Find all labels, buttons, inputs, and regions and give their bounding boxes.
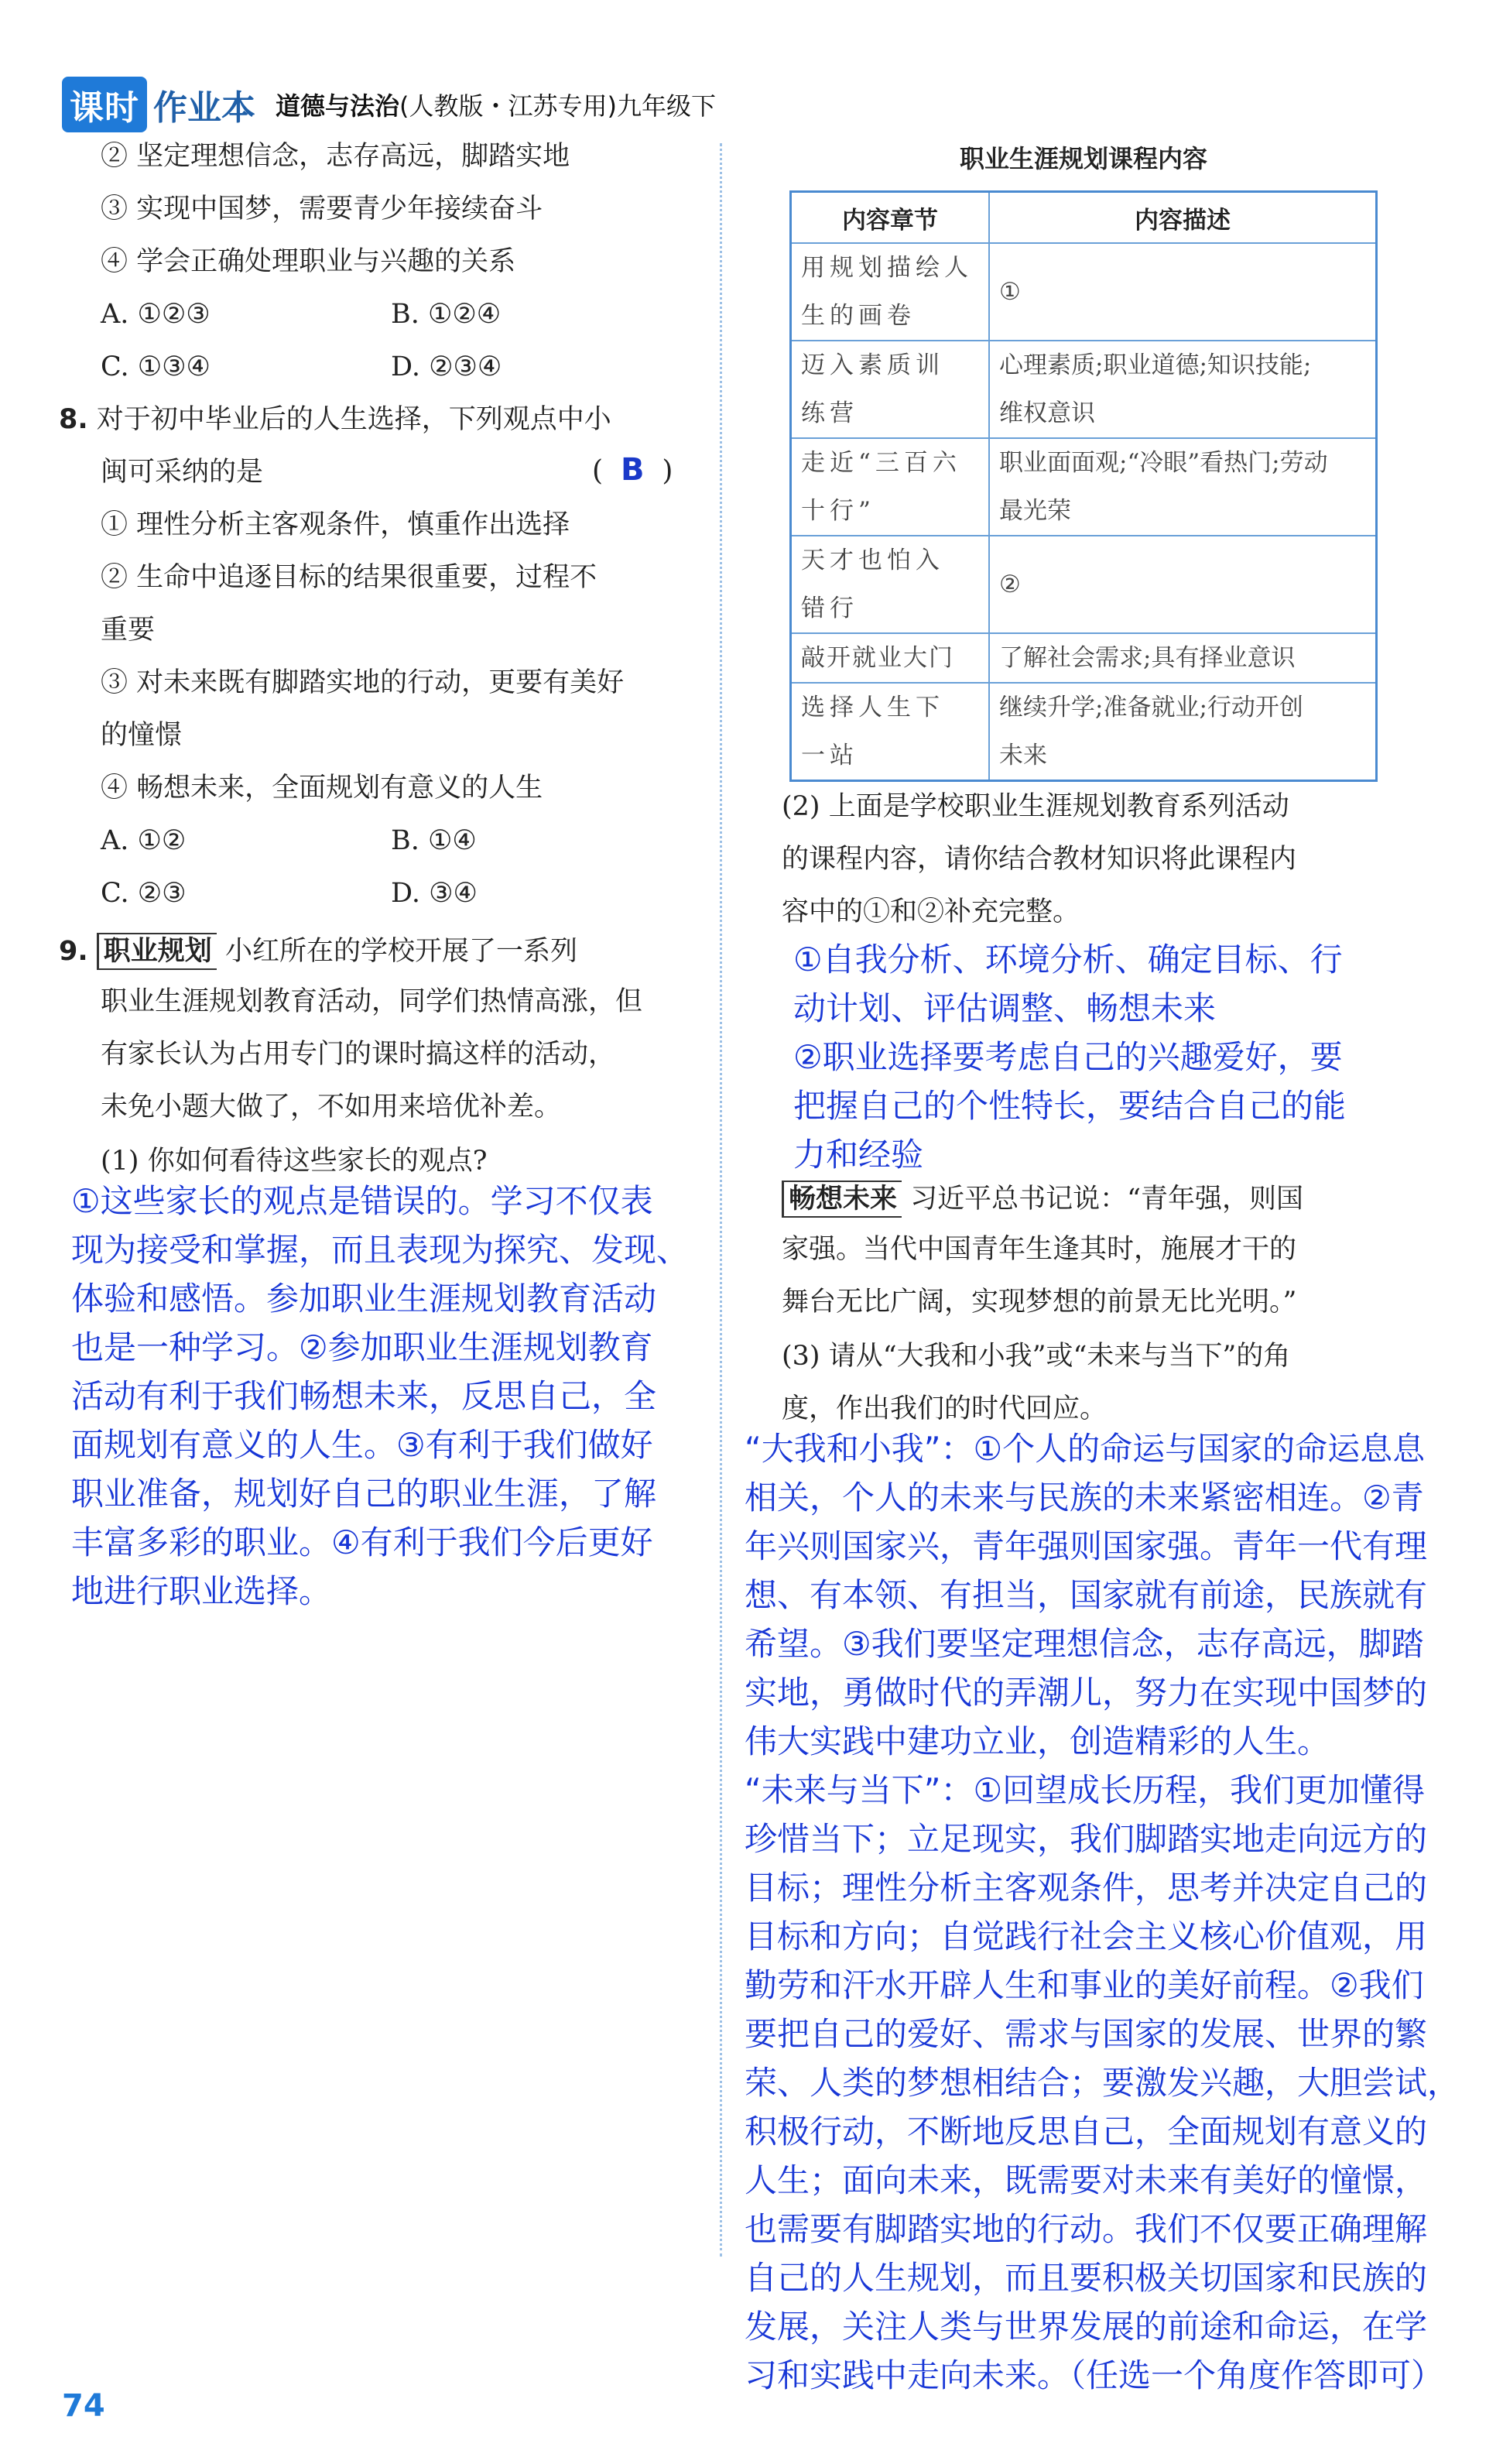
table-row: [791, 243, 1377, 341]
row-description: ①: [989, 243, 1377, 341]
book-info: [276, 87, 716, 122]
q8-item-4: ④ 畅想未来，全面规划有意义的人生: [101, 773, 543, 804]
row-chapter: 敲开就业大门: [791, 633, 990, 683]
column-divider: [720, 143, 722, 2257]
page-header: [62, 77, 716, 132]
q9-sub3-tag: 畅想未来: [782, 1181, 902, 1218]
q8-stem-line-1: [59, 403, 611, 437]
q8-item-1: ① 理性分析主客观条件，慎重作出选择: [101, 509, 570, 540]
row-chapter: 迈入素质训 练营: [791, 341, 990, 438]
q9-answer3-line-1: “大我和小我”：①个人的命运与国家的命运息息: [745, 1430, 1426, 1468]
q9-answer3-line-10: 目标；理性分析主客观条件，思考并决定自己的: [745, 1869, 1428, 1907]
q8-item-3: ③ 对未来既有脚踏实地的行动，更要有美好: [101, 667, 625, 698]
subject: 道德与法治: [276, 91, 400, 121]
row-chapter: 选择人生下 一站: [791, 683, 990, 781]
bracket-left: (: [592, 455, 604, 487]
q9-answer1-line-1: ①这些家长的观点是错误的。学习不仅表: [71, 1182, 653, 1220]
q9-sub3-stem-1: [782, 1181, 1303, 1218]
q9-sub2-line-2: 的课程内容，请你结合教材知识将此课程内: [782, 844, 1297, 875]
table-header-row: [791, 192, 1377, 244]
q9-sub1: (1) 你如何看待这些家长的观点?: [101, 1146, 488, 1177]
q9-answer3-line-7: 伟大实践中建功立业，创造精彩的人生。: [745, 1722, 1330, 1760]
row-description: 了解社会需求;具有择业意识: [989, 633, 1377, 683]
row-description: 心理素质;职业道德;知识技能; 维权意识: [989, 341, 1377, 438]
q9-stem-line-4: 未免小题大做了，不如用来培优补差。: [101, 1091, 562, 1122]
q9-answer3-line-4: 想、有本领、有担当，国家就有前途，民族就有: [745, 1576, 1428, 1614]
q9-answer2-line-2: 动计划、评估调整、畅想未来: [793, 989, 1217, 1027]
course-table: [789, 190, 1378, 782]
header-description: 内容描述: [989, 192, 1377, 244]
q9-answer3-line-3: 年兴则国家兴，青年强则国家强。青年一代有理: [745, 1527, 1428, 1565]
q9-answer2-line-4: 把握自己的个性特长，要结合自己的能: [793, 1087, 1347, 1125]
q8-option-d: D. ③④: [391, 878, 478, 909]
table-row: [791, 633, 1377, 683]
bracket-right: ): [662, 455, 673, 487]
q9-stem-text-1: 小红所在的学校开展了一系列: [224, 936, 577, 967]
q9-answer3-line-5: 希望。③我们要坚定理想信念，志存高远，脚踏: [745, 1625, 1424, 1663]
q9-answer1-line-9: 地进行职业选择。: [71, 1572, 332, 1610]
q9-answer3-line-17: 也需要有脚踏实地的行动。我们不仅要正确理解: [745, 2210, 1428, 2248]
q8-stem-line-2: 闽可采纳的是: [101, 457, 264, 488]
q9-answer1-line-4: 也是一种学习。②参加职业生涯规划教育: [71, 1328, 653, 1366]
row-description: 职业面面观;“冷眼”看热门;劳动 最光荣: [989, 438, 1377, 536]
q8-option-a: A. ①②: [101, 825, 187, 856]
q8-option-b: B. ①④: [391, 825, 477, 856]
logo: 课时: [62, 77, 147, 132]
table-row: [791, 536, 1377, 633]
table-row: [791, 438, 1377, 536]
q9-sub2-line-3: 容中的①和②补充完整。: [782, 896, 1080, 927]
q9-answer3-line-14: 荣、人类的梦想相结合；要激发兴趣，大胆尝试，: [745, 2064, 1460, 2102]
q9-answer3-line-18: 自己的人生规划，而且要积极关切国家和民族的: [745, 2259, 1428, 2297]
q9-answer1-line-6: 面规划有意义的人生。③有利于我们做好: [71, 1426, 653, 1464]
q9-stem-line-2: 职业生涯规划教育活动，同学们热情高涨，但: [101, 986, 643, 1017]
q9-sub3-stem-5: 度，作出我们的时代回应。: [782, 1393, 1108, 1424]
q9-answer2-line-1: ①自我分析、环境分析、确定目标、行: [793, 941, 1343, 978]
table-row: [791, 683, 1377, 781]
row-chapter: 用规划描绘人 生的画卷: [791, 243, 990, 341]
q9-answer1-line-5: 活动有利于我们畅想未来，反思自己，全: [71, 1377, 657, 1415]
row-chapter: 走近“三百六 十行”: [791, 438, 990, 536]
q9-answer3-line-15: 积极行动，不断地反思自己，全面规划有意义的: [745, 2113, 1428, 2150]
logo-subtitle: 作业本: [153, 88, 255, 128]
q9-answer3-line-8: “未来与当下”：①回望成长历程，我们更加懂得: [745, 1771, 1426, 1809]
q8-option-c: C. ②③: [101, 878, 187, 909]
q9-answer3-line-2: 相关，个人的未来与民族的未来紧密相连。②青: [745, 1479, 1424, 1516]
q9-answer3-line-20: 习和实践中走向未来。（任选一个角度作答即可）: [745, 2356, 1444, 2394]
q9-answer3-line-16: 人生；面向未来，既需要对未来有美好的憧憬，: [745, 2161, 1428, 2199]
q8-item-2: ② 生命中追逐目标的结果很重要，过程不: [101, 562, 597, 593]
q9-sub3-stem-4: (3) 请从“大我和小我”或“未来与当下”的角: [782, 1341, 1291, 1372]
table-title: 职业生涯规划课程内容: [959, 144, 1207, 173]
page-number: 74: [62, 2388, 105, 2424]
grade: 九年级下: [617, 91, 717, 121]
q9-sub3-stem-3: 舞台无比广阔，实现梦想的前景无比光明。”: [782, 1287, 1297, 1318]
q7-option-d: D. ②③④: [391, 351, 502, 382]
edition: (人教版・江苏专用): [399, 91, 617, 121]
q9-sub2-line-1: (2) 上面是学校职业生涯规划教育系列活动: [782, 791, 1289, 822]
q9-answer1-line-7: 职业准备，规划好自己的职业生涯，了解: [71, 1475, 657, 1513]
q9-answer2-line-5: 力和经验: [793, 1136, 924, 1174]
q8-stem-text-1: 对于初中毕业后的人生选择，下列观点中小: [96, 404, 611, 435]
q9-answer3-line-9: 珍惜当下；立足现实，我们脚踏实地走向远方的: [745, 1820, 1428, 1858]
q7-item-3: ③ 实现中国梦，需要青少年接续奋斗: [101, 194, 543, 224]
q9-answer3-line-6: 实地，勇做时代的弄潮儿，努力在实现中国梦的: [745, 1674, 1428, 1712]
q9-number: 9.: [59, 936, 88, 967]
q7-option-a: A. ①②③: [101, 299, 211, 330]
q9-stem-line-1: [59, 933, 577, 970]
q9-answer1-line-8: 丰富多彩的职业。④有利于我们今后更好: [71, 1523, 653, 1561]
q7-item-2: ② 坚定理想信念，志存高远，脚踏实地: [101, 141, 570, 172]
q8-number: 8.: [59, 404, 88, 435]
q8-answer: B: [620, 452, 645, 488]
q9-answer2-line-3: ②职业选择要考虑自己的兴趣爱好，要: [793, 1038, 1343, 1076]
q9-answer3-line-13: 要把自己的爱好、需求与国家的发展、世界的繁: [745, 2015, 1428, 2053]
table-row: [791, 341, 1377, 438]
q7-option-c: C. ①③④: [101, 351, 211, 382]
row-description: 继续升学;准备就业;行动开创 未来: [989, 683, 1377, 781]
q9-answer3-line-12: 勤劳和汗水开辟人生和事业的美好前程。②我们: [745, 1966, 1424, 2004]
q8-item-2-cont: 重要: [101, 615, 156, 646]
q9-stem-line-3: 有家长认为占用专门的课时搞这样的活动，: [101, 1039, 616, 1070]
q8-item-3-cont: 的憧憬: [101, 720, 183, 751]
q7-option-b: B. ①②④: [391, 299, 502, 330]
header-chapter: 内容章节: [791, 192, 990, 244]
row-description: ②: [989, 536, 1377, 633]
q8-answer-bracket: [592, 452, 673, 488]
q9-sub3-stem-2: 家强。当代中国青年生逢其时，施展才干的: [782, 1234, 1297, 1265]
q9-answer3-line-11: 目标和方向；自觉践行社会主义核心价值观，用: [745, 1917, 1428, 1955]
q9-answer1-line-3: 体验和感悟。参加职业生涯规划教育活动: [71, 1280, 657, 1318]
q9-tag: 职业规划: [97, 933, 217, 970]
row-chapter: 天才也怕入 错行: [791, 536, 990, 633]
q7-item-4: ④ 学会正确处理职业与兴趣的关系: [101, 246, 516, 277]
q9-answer3-line-19: 发展，关注人类与世界发展的前途和命运，在学: [745, 2308, 1428, 2346]
q9-answer1-line-2: 现为接受和掌握，而且表现为探究、发现、: [71, 1231, 690, 1269]
q9-sub3-stem-text-1: 习近平总书记说：“青年强，则国: [910, 1184, 1304, 1215]
